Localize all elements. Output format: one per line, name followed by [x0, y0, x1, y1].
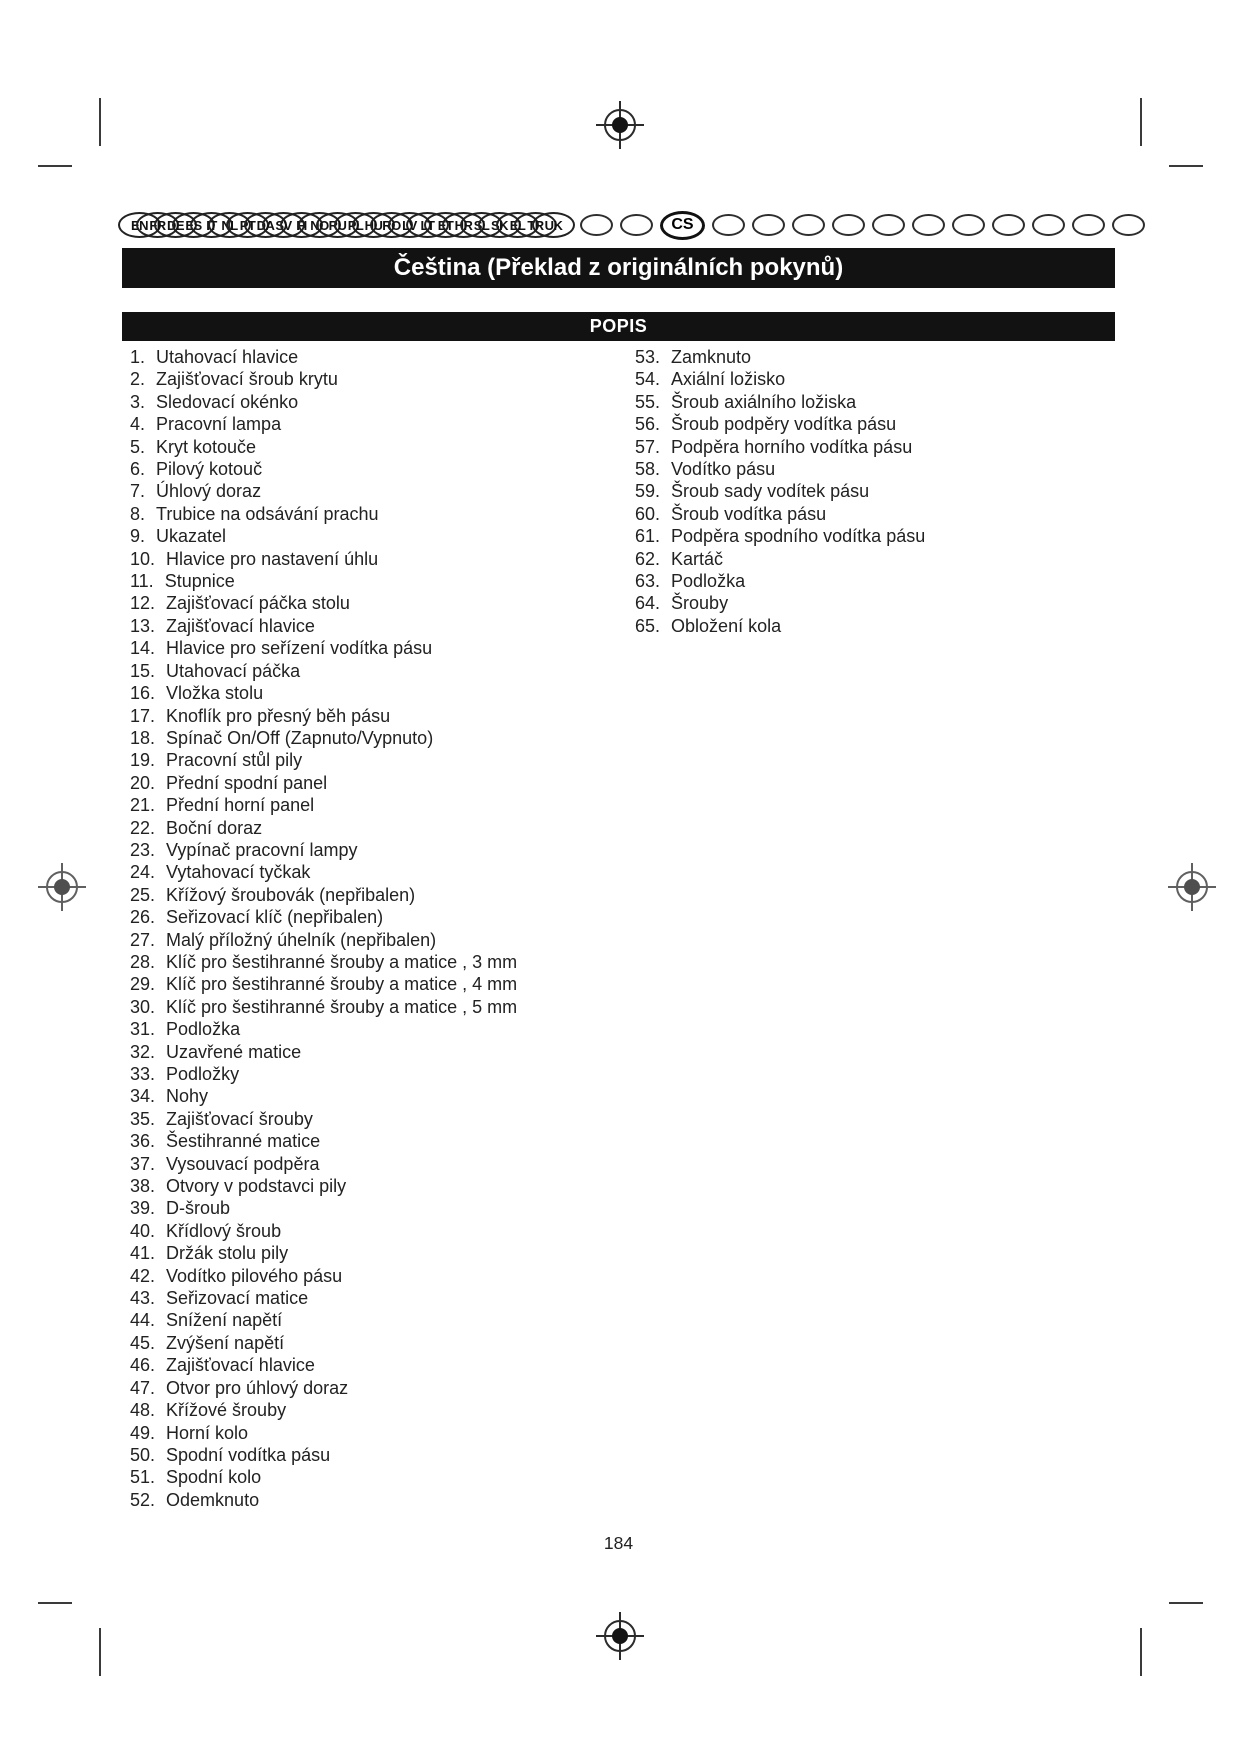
item-label: Pilový kotouč: [156, 459, 263, 480]
item-number: 34.: [130, 1086, 156, 1107]
item-label: Podložky: [166, 1064, 240, 1084]
page-title-text: Čeština (Překlad z originálních pokynů): [393, 254, 844, 281]
list-item: [130, 996, 635, 1018]
section-header-text: POPIS: [589, 316, 648, 336]
item-number: 32.: [130, 1041, 156, 1062]
item-label: Stupnice: [164, 571, 235, 592]
trim-mark-bottom-left-vertical: [99, 1628, 101, 1676]
item-label: Zajišťovací šroub krytu: [156, 369, 338, 390]
list-item: [130, 1130, 635, 1152]
item-label: Vytahovací tyčkak: [166, 862, 311, 883]
item-number: 50.: [130, 1444, 156, 1465]
language-badge-empty: [1072, 214, 1105, 236]
item-number: 4.: [130, 414, 146, 435]
list-item: [130, 660, 635, 682]
language-badge-empty: [872, 214, 905, 236]
list-item: [130, 525, 635, 547]
language-badge: RO: [370, 212, 413, 238]
item-number: 25.: [130, 884, 156, 905]
item-label: Seřizovací matice: [166, 1288, 309, 1309]
item-number: 20.: [130, 772, 156, 793]
item-number: 60.: [635, 503, 661, 524]
item-number: 33.: [130, 1064, 156, 1084]
trim-mark-top-left-horizontal: [38, 165, 72, 167]
list-item: [130, 548, 635, 570]
list-item: [130, 637, 635, 659]
item-label: Přední spodní panel: [166, 772, 328, 793]
item-number: 1.: [130, 347, 146, 367]
item-label: Uzavřené matice: [166, 1041, 302, 1062]
language-badge: FI: [280, 212, 323, 238]
item-label: Kryt kotouče: [156, 436, 257, 457]
item-number: 28.: [130, 951, 156, 972]
list-item: [130, 480, 635, 502]
list-item: [635, 503, 1115, 525]
list-item: [130, 906, 635, 928]
list-item: [130, 436, 635, 458]
trim-mark-top-right-vertical: [1140, 98, 1142, 146]
item-number: 48.: [130, 1400, 156, 1421]
item-label: Křídlový šroub: [166, 1220, 282, 1241]
item-label: Horní kolo: [166, 1422, 249, 1443]
list-item: [130, 1287, 635, 1309]
trim-mark-bottom-right-horizontal: [1169, 1602, 1203, 1604]
item-label: Zvýšení napětí: [166, 1332, 285, 1353]
trim-mark-top-right-horizontal: [1169, 165, 1203, 167]
list-item: [130, 1085, 635, 1107]
item-label: Snížení napětí: [166, 1310, 283, 1331]
section-header: [122, 312, 1115, 341]
item-number: 56.: [635, 414, 661, 435]
language-badge: PL: [334, 212, 377, 238]
item-label: Šestihranné matice: [166, 1131, 321, 1152]
item-label: Klíč pro šestihranné šrouby a matice , 5 mm: [166, 996, 518, 1017]
language-badge-empty: [620, 214, 653, 236]
item-number: 62.: [635, 548, 661, 569]
item-label: Zajišťovací páčka stolu: [166, 593, 350, 614]
item-label: Vodítko pásu: [671, 459, 776, 480]
item-label: Utahovací páčka: [166, 660, 301, 681]
list-item: [130, 1377, 635, 1399]
language-badge: RU: [316, 212, 359, 238]
item-number: 12.: [130, 593, 156, 614]
item-label: Ukazatel: [156, 526, 227, 547]
list-item: [130, 772, 635, 794]
item-number: 5.: [130, 436, 146, 457]
list-item: [635, 592, 1115, 614]
item-number: 39.: [130, 1198, 156, 1219]
item-label: Pracovní stůl pily: [166, 750, 303, 771]
list-item: [130, 727, 635, 749]
list-item: [130, 1265, 635, 1287]
item-number: 3.: [130, 391, 146, 412]
language-badge-empty: [832, 214, 865, 236]
item-number: 53.: [635, 347, 661, 367]
item-number: 9.: [130, 526, 146, 547]
language-badge-empty: [1112, 214, 1145, 236]
list-item: [130, 592, 635, 614]
list-item: [130, 951, 635, 973]
item-number: 47.: [130, 1377, 156, 1398]
trim-mark-bottom-right-vertical: [1140, 1628, 1142, 1676]
item-label: Úhlový doraz: [156, 481, 262, 502]
language-badge-empty: [1032, 214, 1065, 236]
item-label: Vypínač pracovní lampy: [166, 839, 358, 860]
list-item: [130, 817, 635, 839]
item-number: 15.: [130, 660, 156, 681]
item-number: 43.: [130, 1288, 156, 1309]
list-item: [635, 458, 1115, 480]
item-number: 14.: [130, 638, 156, 659]
language-badge-empty: [912, 214, 945, 236]
item-number: 30.: [130, 996, 156, 1017]
item-number: 61.: [635, 526, 661, 547]
list-item: [130, 749, 635, 771]
item-label: Šroub sady vodítek pásu: [671, 481, 870, 502]
item-number: 22.: [130, 817, 156, 838]
item-number: 44.: [130, 1310, 156, 1331]
language-badge: SL: [460, 212, 503, 238]
item-label: Křížový šroubovák (nepřibalen): [166, 884, 416, 905]
item-number: 46.: [130, 1355, 156, 1376]
list-item: [130, 1041, 635, 1063]
item-number: 21.: [130, 795, 156, 816]
item-number: 35.: [130, 1108, 156, 1129]
list-item: [130, 973, 635, 995]
item-number: 10.: [130, 548, 156, 569]
item-label: Držák stolu pily: [166, 1243, 289, 1264]
item-label: Boční doraz: [166, 817, 263, 838]
item-number: 2.: [130, 369, 146, 390]
item-number: 11.: [130, 571, 154, 592]
item-label: Podložka: [166, 1019, 241, 1040]
language-badge: EN: [118, 212, 161, 238]
trim-mark-top-left-vertical: [99, 98, 101, 146]
list-item: [130, 884, 635, 906]
item-number: 59.: [635, 481, 661, 502]
item-number: 24.: [130, 862, 156, 883]
language-badge: SK: [478, 212, 521, 238]
item-label: Šroub vodítka pásu: [671, 503, 827, 524]
item-label: Spodní kolo: [166, 1467, 262, 1488]
list-item: [635, 413, 1115, 435]
item-label: Pracovní lampa: [156, 414, 282, 435]
item-number: 42.: [130, 1265, 156, 1286]
language-badge: NO: [298, 212, 341, 238]
item-label: Zajišťovací šrouby: [166, 1108, 313, 1129]
language-badge: FR: [136, 212, 179, 238]
registration-mark-top-icon: [596, 101, 644, 149]
list-item: [130, 346, 635, 368]
item-label: Klíč pro šestihranné šrouby a matice , 4 mm: [166, 974, 518, 995]
list-item: [130, 929, 635, 951]
item-number: 18.: [130, 727, 156, 748]
item-label: Zamknuto: [671, 347, 752, 367]
registration-mark-right-icon: [1168, 863, 1216, 911]
item-number: 63.: [635, 571, 661, 592]
list-item: [130, 1466, 635, 1488]
item-label: Přední horní panel: [166, 795, 315, 816]
language-badge: HU: [352, 212, 395, 238]
list-item: [635, 346, 1115, 368]
language-badge: ES: [172, 212, 215, 238]
language-badge: DA: [244, 212, 287, 238]
language-badge: EL: [496, 212, 539, 238]
item-number: 49.: [130, 1422, 156, 1443]
list-item: [635, 368, 1115, 390]
item-number: 57.: [635, 436, 661, 457]
list-item: [130, 570, 635, 592]
item-label: Knoflík pro přesný běh pásu: [166, 705, 391, 726]
parts-list-right: [635, 346, 1115, 637]
list-item: [130, 458, 635, 480]
language-badge: IT: [190, 212, 233, 238]
language-badge-empty: [580, 214, 613, 236]
item-number: 19.: [130, 750, 156, 771]
language-row: [118, 210, 1152, 240]
trim-mark-bottom-left-horizontal: [38, 1602, 72, 1604]
list-item: [130, 1018, 635, 1040]
list-item: [130, 1422, 635, 1444]
list-item: [635, 391, 1115, 413]
language-badge: PT: [226, 212, 269, 238]
list-item: [130, 1309, 635, 1331]
item-number: 45.: [130, 1332, 156, 1353]
list-item: [635, 570, 1115, 592]
item-label: Axiální ložisko: [671, 369, 786, 390]
item-label: Podpěra horního vodítka pásu: [671, 436, 913, 457]
list-item: [130, 682, 635, 704]
item-number: 51.: [130, 1467, 156, 1488]
item-label: Otvor pro úhlový doraz: [166, 1377, 349, 1398]
list-item: [130, 1444, 635, 1466]
parts-list-left: [130, 346, 635, 1511]
item-number: 52.: [130, 1489, 156, 1510]
item-label: Klíč pro šestihranné šrouby a matice , 3 mm: [166, 951, 518, 972]
language-badge: ET: [424, 212, 467, 238]
list-item: [130, 1242, 635, 1264]
language-badge: TR: [514, 212, 557, 238]
list-item: [130, 503, 635, 525]
item-label: Hlavice pro nastavení úhlu: [166, 548, 379, 569]
language-badge-empty: [952, 214, 985, 236]
item-number: 40.: [130, 1220, 156, 1241]
active-language-badge: CS: [660, 211, 705, 240]
item-label: Utahovací hlavice: [156, 347, 299, 367]
language-badge: SV: [262, 212, 305, 238]
list-item: [635, 548, 1115, 570]
language-badge-empty: [992, 214, 1025, 236]
list-item: [130, 1197, 635, 1219]
list-item: [130, 1220, 635, 1242]
item-number: 27.: [130, 929, 156, 950]
list-item: [130, 1489, 635, 1511]
list-item: [130, 615, 635, 637]
item-number: 13.: [130, 615, 156, 636]
item-label: Spodní vodítka pásu: [166, 1444, 331, 1465]
item-label: Otvory v podstavci pily: [166, 1176, 347, 1197]
list-item: [635, 615, 1115, 637]
item-number: 65.: [635, 615, 661, 636]
item-number: 26.: [130, 907, 156, 928]
item-number: 31.: [130, 1019, 156, 1040]
item-label: Podložka: [671, 571, 746, 592]
item-number: 58.: [635, 459, 661, 480]
item-number: 55.: [635, 391, 661, 412]
item-number: 37.: [130, 1153, 156, 1174]
item-number: 8.: [130, 503, 146, 524]
item-number: 17.: [130, 705, 156, 726]
list-item: [130, 705, 635, 727]
item-number: 38.: [130, 1176, 156, 1197]
list-item: [130, 1175, 635, 1197]
list-item: [130, 1332, 635, 1354]
list-item: [130, 839, 635, 861]
item-number: 7.: [130, 481, 146, 502]
item-number: 29.: [130, 974, 156, 995]
item-label: Šroub podpěry vodítka pásu: [671, 414, 897, 435]
language-badge: DE: [154, 212, 197, 238]
item-label: Odemknuto: [166, 1489, 260, 1510]
item-label: Vysouvací podpěra: [166, 1153, 320, 1174]
item-number: 23.: [130, 839, 156, 860]
list-item: [130, 1399, 635, 1421]
language-badge: LT: [406, 212, 449, 238]
item-number: 6.: [130, 459, 146, 480]
item-label: Hlavice pro seřízení vodítka pásu: [166, 638, 433, 659]
item-label: Zajišťovací hlavice: [166, 615, 315, 636]
item-label: Vodítko pilového pásu: [166, 1265, 343, 1286]
item-label: Malý příložný úhelník (nepřibalen): [166, 929, 437, 950]
language-badge: HR: [442, 212, 485, 238]
list-item: [130, 861, 635, 883]
list-item: [130, 368, 635, 390]
language-badge-empty: [712, 214, 745, 236]
item-label: Šroub axiálního ložiska: [671, 391, 857, 412]
item-label: Podpěra spodního vodítka pásu: [671, 526, 926, 547]
language-badge-empty: [752, 214, 785, 236]
item-label: Trubice na odsávání prachu: [156, 503, 379, 524]
registration-mark-bottom-icon: [596, 1612, 644, 1660]
item-number: 64.: [635, 593, 661, 614]
list-item: [130, 1108, 635, 1130]
item-label: Spínač On/Off (Zapnuto/Vypnuto): [166, 727, 434, 748]
language-badge: UK: [532, 212, 575, 238]
list-item: [635, 480, 1115, 502]
list-item: [130, 1063, 635, 1085]
item-label: Vložka stolu: [166, 683, 264, 704]
item-number: 16.: [130, 683, 156, 704]
list-item: [130, 1354, 635, 1376]
item-label: Křížové šrouby: [166, 1400, 287, 1421]
language-badge: LV: [388, 212, 431, 238]
registration-mark-left-icon: [38, 863, 86, 911]
page-title: [122, 248, 1115, 288]
item-number: 36.: [130, 1131, 156, 1152]
list-item: [130, 794, 635, 816]
item-label: Seřizovací klíč (nepřibalen): [166, 907, 384, 928]
language-badge-empty: [792, 214, 825, 236]
language-badge: NL: [208, 212, 251, 238]
item-label: Kartáč: [671, 548, 724, 569]
item-number: 54.: [635, 369, 661, 390]
list-item: [130, 413, 635, 435]
list-item: [130, 391, 635, 413]
item-label: D-šroub: [166, 1198, 231, 1219]
list-item: [635, 436, 1115, 458]
item-number: 41.: [130, 1243, 156, 1264]
item-label: Šrouby: [671, 593, 729, 614]
list-item: [635, 525, 1115, 547]
item-label: Zajišťovací hlavice: [166, 1355, 315, 1376]
item-label: Sledovací okénko: [156, 391, 299, 412]
item-label: Nohy: [166, 1086, 209, 1107]
item-label: Obložení kola: [671, 615, 782, 636]
list-item: [130, 1153, 635, 1175]
page-number: 184: [603, 1533, 634, 1553]
